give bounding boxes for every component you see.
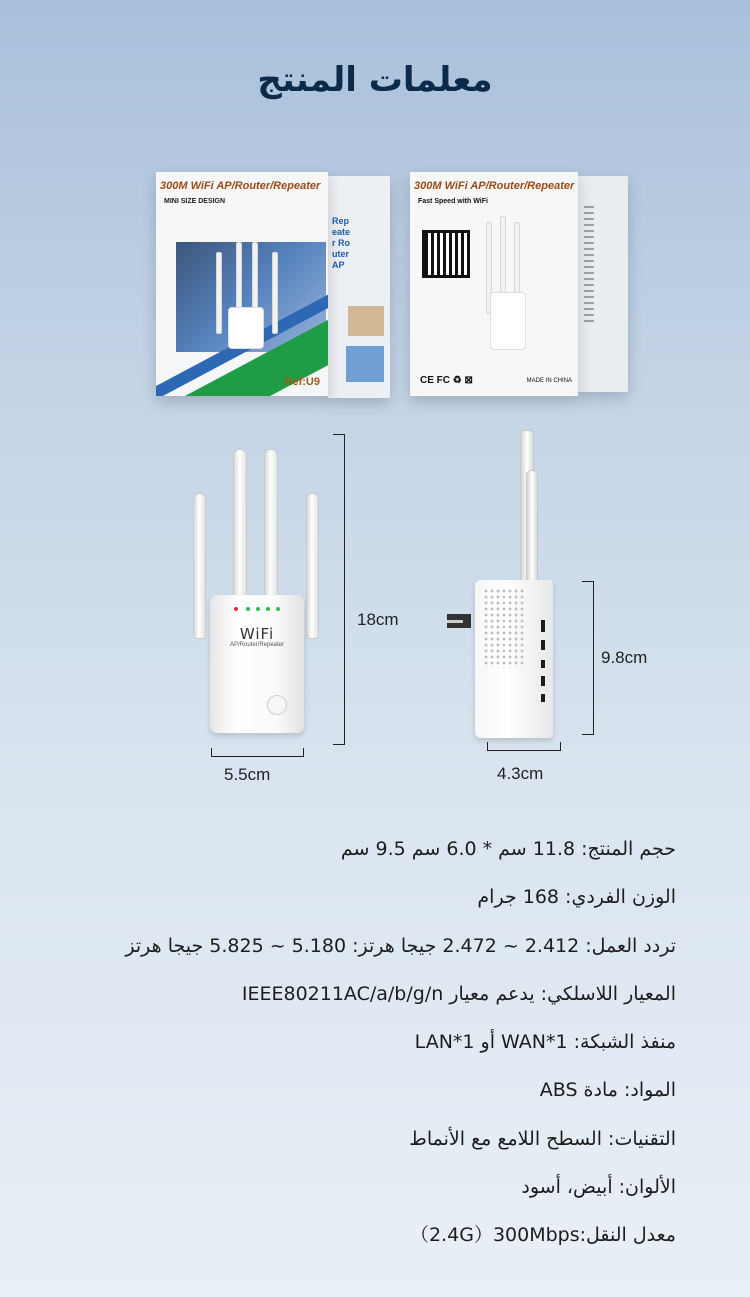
dimension-tick <box>560 742 561 751</box>
dimension-tick <box>333 744 344 745</box>
product-box-back-side <box>578 176 628 392</box>
box-certifications: CE FC ♻ ⊠ <box>420 375 473 386</box>
spec-wireless-standard: المعيار اللاسلكي: يدعم معيار IEEE80211AC/a/b/g/n <box>241 982 676 1005</box>
antenna-inner-right <box>264 449 278 603</box>
spec-weight: الوزن الفردي: 168 جرام <box>477 886 676 909</box>
vent-slot <box>541 660 545 668</box>
spec-transfer-rate: معدل النقل:2.4G）300Mbps） <box>409 1224 676 1247</box>
wifi-repeater-side <box>475 580 553 738</box>
box-antenna <box>216 252 222 334</box>
dimension-tick <box>582 734 593 735</box>
vent-holes <box>483 588 525 668</box>
box-made-in: MADE IN CHINA <box>526 378 572 384</box>
spec-frequency: تردد العمل: 2.412 ~ 2.472 جيجا هرتز: 5.180 ~ 5.825 جيجا هرتز <box>125 934 676 957</box>
dimension-tick <box>487 742 488 751</box>
spec-size: حجم المنتج: 11.8 سم * 6.0 سم 9.5 سم <box>340 838 676 860</box>
box-front-heading: 300M WiFi AP/Router/Repeater <box>160 180 321 192</box>
dimension-line-height <box>344 434 345 745</box>
dimension-tick <box>211 748 212 757</box>
vent-slot <box>541 694 545 702</box>
box-device-image <box>228 307 264 349</box>
box-antenna <box>272 252 278 334</box>
spec-colors: الألوان: أبيض، أسود <box>521 1176 676 1199</box>
led-indicator <box>256 607 260 611</box>
dimension-tick <box>333 434 344 435</box>
page-title: معلمات المنتج <box>257 60 493 100</box>
height-side-label: 9.8cm <box>601 648 648 667</box>
dimension-line-width <box>211 756 304 757</box>
vent-slot <box>541 676 545 686</box>
depth-side-label: 4.3cm <box>497 764 544 783</box>
dimension-line-height-side <box>593 581 594 735</box>
box-side-text-lines <box>584 206 594 326</box>
box-device-image <box>490 292 526 350</box>
wifi-logo: WiFi <box>239 625 275 643</box>
box-header-band <box>156 172 328 212</box>
vent-slot <box>541 620 545 632</box>
box-side-photo-2 <box>346 346 384 382</box>
vent-slot <box>541 640 545 650</box>
height-front-label: 18cm <box>357 610 399 629</box>
dimension-line-depth <box>487 750 561 751</box>
box-back-subheading: Fast Speed with WiFi <box>418 198 488 205</box>
box-back-heading: 300M WiFi AP/Router/Repeater <box>414 180 575 192</box>
spec-network-port: منفذ الشبكة: WAN*1 أو LAN*1 <box>414 1031 676 1054</box>
device-subtitle: AP/Router/Repeater <box>229 642 285 648</box>
antenna-outer-left <box>193 493 206 639</box>
led-indicator <box>266 607 270 611</box>
product-box-back <box>410 172 578 396</box>
wps-button <box>267 695 287 715</box>
spec-list <box>36 832 676 1267</box>
product-box-side <box>328 176 390 398</box>
led-indicator <box>234 607 238 611</box>
box-front-subheading: MINI SIZE DESIGN <box>164 198 226 205</box>
product-box-front <box>156 172 328 396</box>
box-ref: Ref:U9 <box>284 376 320 388</box>
antenna-outer-right <box>306 493 319 639</box>
wifi-repeater-front <box>210 595 304 733</box>
qr-code <box>422 230 470 278</box>
spec-technology: التقنيات: السطح اللامع مع الأنماط <box>409 1127 676 1150</box>
dimension-tick <box>582 581 593 582</box>
box-side-photo <box>348 306 384 336</box>
width-front-label: 5.5cm <box>224 765 271 784</box>
led-indicator <box>246 607 250 611</box>
power-plug-pin <box>447 620 463 623</box>
spec-material: المواد: مادة ABS <box>539 1079 676 1102</box>
dimension-tick <box>303 748 304 757</box>
antenna-inner-left <box>233 449 247 603</box>
box-side-text: Repeater Router AP <box>332 216 351 270</box>
led-indicator <box>276 607 280 611</box>
